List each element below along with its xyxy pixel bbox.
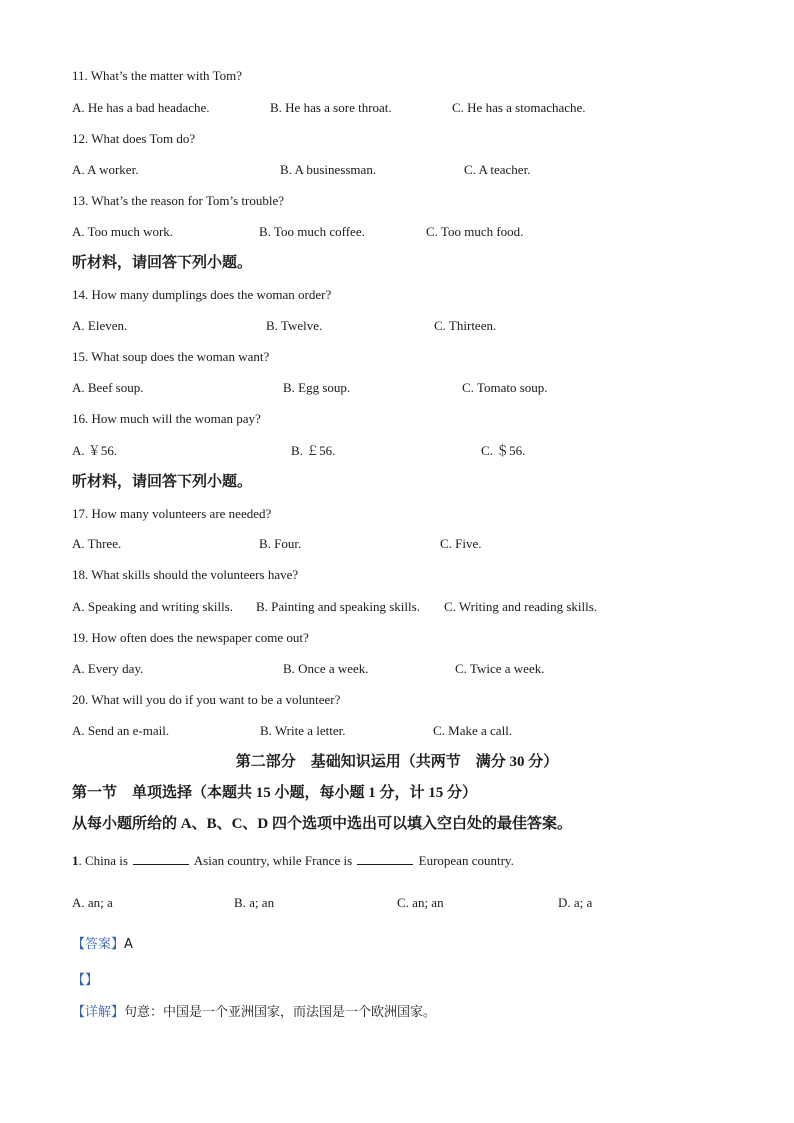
answer-line [72,936,133,953]
q14-option-b: B. Twelve. [266,318,323,333]
answer-blank-2 [357,853,413,865]
section1-title: 第一节 单项选择（本题共 15 小题，每小题 1 分，计 15 分） [72,785,478,801]
q13-option-c: C. Too much food. [426,224,524,239]
q16-option-b: B. ￡56. [291,443,336,458]
answer-blank-1 [133,853,189,865]
q18-option-b: B. Painting and speaking skills. [256,599,420,614]
gq1-option-a: A. an; a [72,895,113,910]
q19-option-a: A. Every day. [72,661,144,676]
q14-option-a: A. Eleven. [72,318,128,333]
question-number: 1 [72,853,79,868]
q16-option-c: C. ＄56. [481,443,526,458]
q17-option-c: C. Five. [440,536,482,551]
q15-option-c: C. Tomato soup. [462,380,548,395]
question-20: 20. What will you do if you want to be a volunteer? [72,692,341,707]
question-13: 13. What’s the reason for Tom’s trouble? [72,193,284,208]
question-15: 15. What soup does the woman want? [72,349,270,364]
q20-option-b: B. Write a letter. [260,723,346,738]
question-19: 19. How often does the newspaper come out? [72,630,309,645]
gq1-option-c: C. an; an [397,895,444,910]
analysis-label: 【】 [72,973,99,988]
q15-option-a: A. Beef soup. [72,380,144,395]
q18-option-a: A. Speaking and writing skills. [72,599,234,614]
section1-instruction: 从每小题所给的 A、B、C、D 四个选项中选出可以填入空白处的最佳答案。 [72,816,573,832]
gq1-option-b: B. a; an [234,895,275,910]
q18-option-c: C. Writing and reading skills. [444,599,598,614]
part2-title: 第二部分 基础知识运用（共两节 满分 30 分） [235,754,559,770]
q20-option-c: C. Make a call. [433,723,513,738]
listening-instruction-header: 听材料，请回答下列小题。 [72,474,253,490]
q11-option-c: C. He has a stomachache. [452,100,586,115]
q20-option-a: A. Send an e-mail. [72,723,170,738]
q12-option-c: C. A teacher. [464,162,531,177]
question-14: 14. How many dumplings does the woman order? [72,287,332,302]
analysis-line [72,972,98,989]
listening-instruction-header: 听材料，请回答下列小题。 [72,255,253,271]
q19-option-c: C. Twice a week. [455,661,545,676]
question-17: 17. How many volunteers are needed? [72,506,272,521]
question-text-c: European country. [415,853,514,868]
detail-text: 句意：中国是一个亚洲国家，而法国是一个欧洲国家。 [124,1005,437,1020]
question-11: 11. What’s the matter with Tom? [72,68,242,83]
question-text-b: Asian country, while France is [191,853,356,868]
q17-option-a: A. Three. [72,536,122,551]
q13-option-b: B. Too much coffee. [259,224,365,239]
q15-option-b: B. Egg soup. [283,380,351,395]
q19-option-b: B. Once a week. [283,661,369,676]
question-18: 18. What skills should the volunteers have? [72,567,299,582]
detail-line [72,1004,436,1021]
answer-label: 【答案】 [72,937,125,952]
grammar-question-1 [72,853,514,869]
q12-option-a: A. A worker. [72,162,139,177]
q17-option-b: B. Four. [259,536,302,551]
q14-option-c: C. Thirteen. [434,318,497,333]
gq1-option-d: D. a; a [558,895,593,910]
answer-value: A [124,937,133,952]
detail-label: 【详解】 [72,1005,125,1020]
q16-option-a: A. ￥56. [72,443,118,458]
question-16: 16. How much will the woman pay? [72,411,261,426]
q11-option-a: A. He has a bad headache. [72,100,210,115]
q11-option-b: B. He has a sore throat. [270,100,392,115]
q13-option-a: A. Too much work. [72,224,174,239]
question-12: 12. What does Tom do? [72,131,196,146]
question-text-a: . China is [78,853,132,868]
q12-option-b: B. A businessman. [280,162,377,177]
